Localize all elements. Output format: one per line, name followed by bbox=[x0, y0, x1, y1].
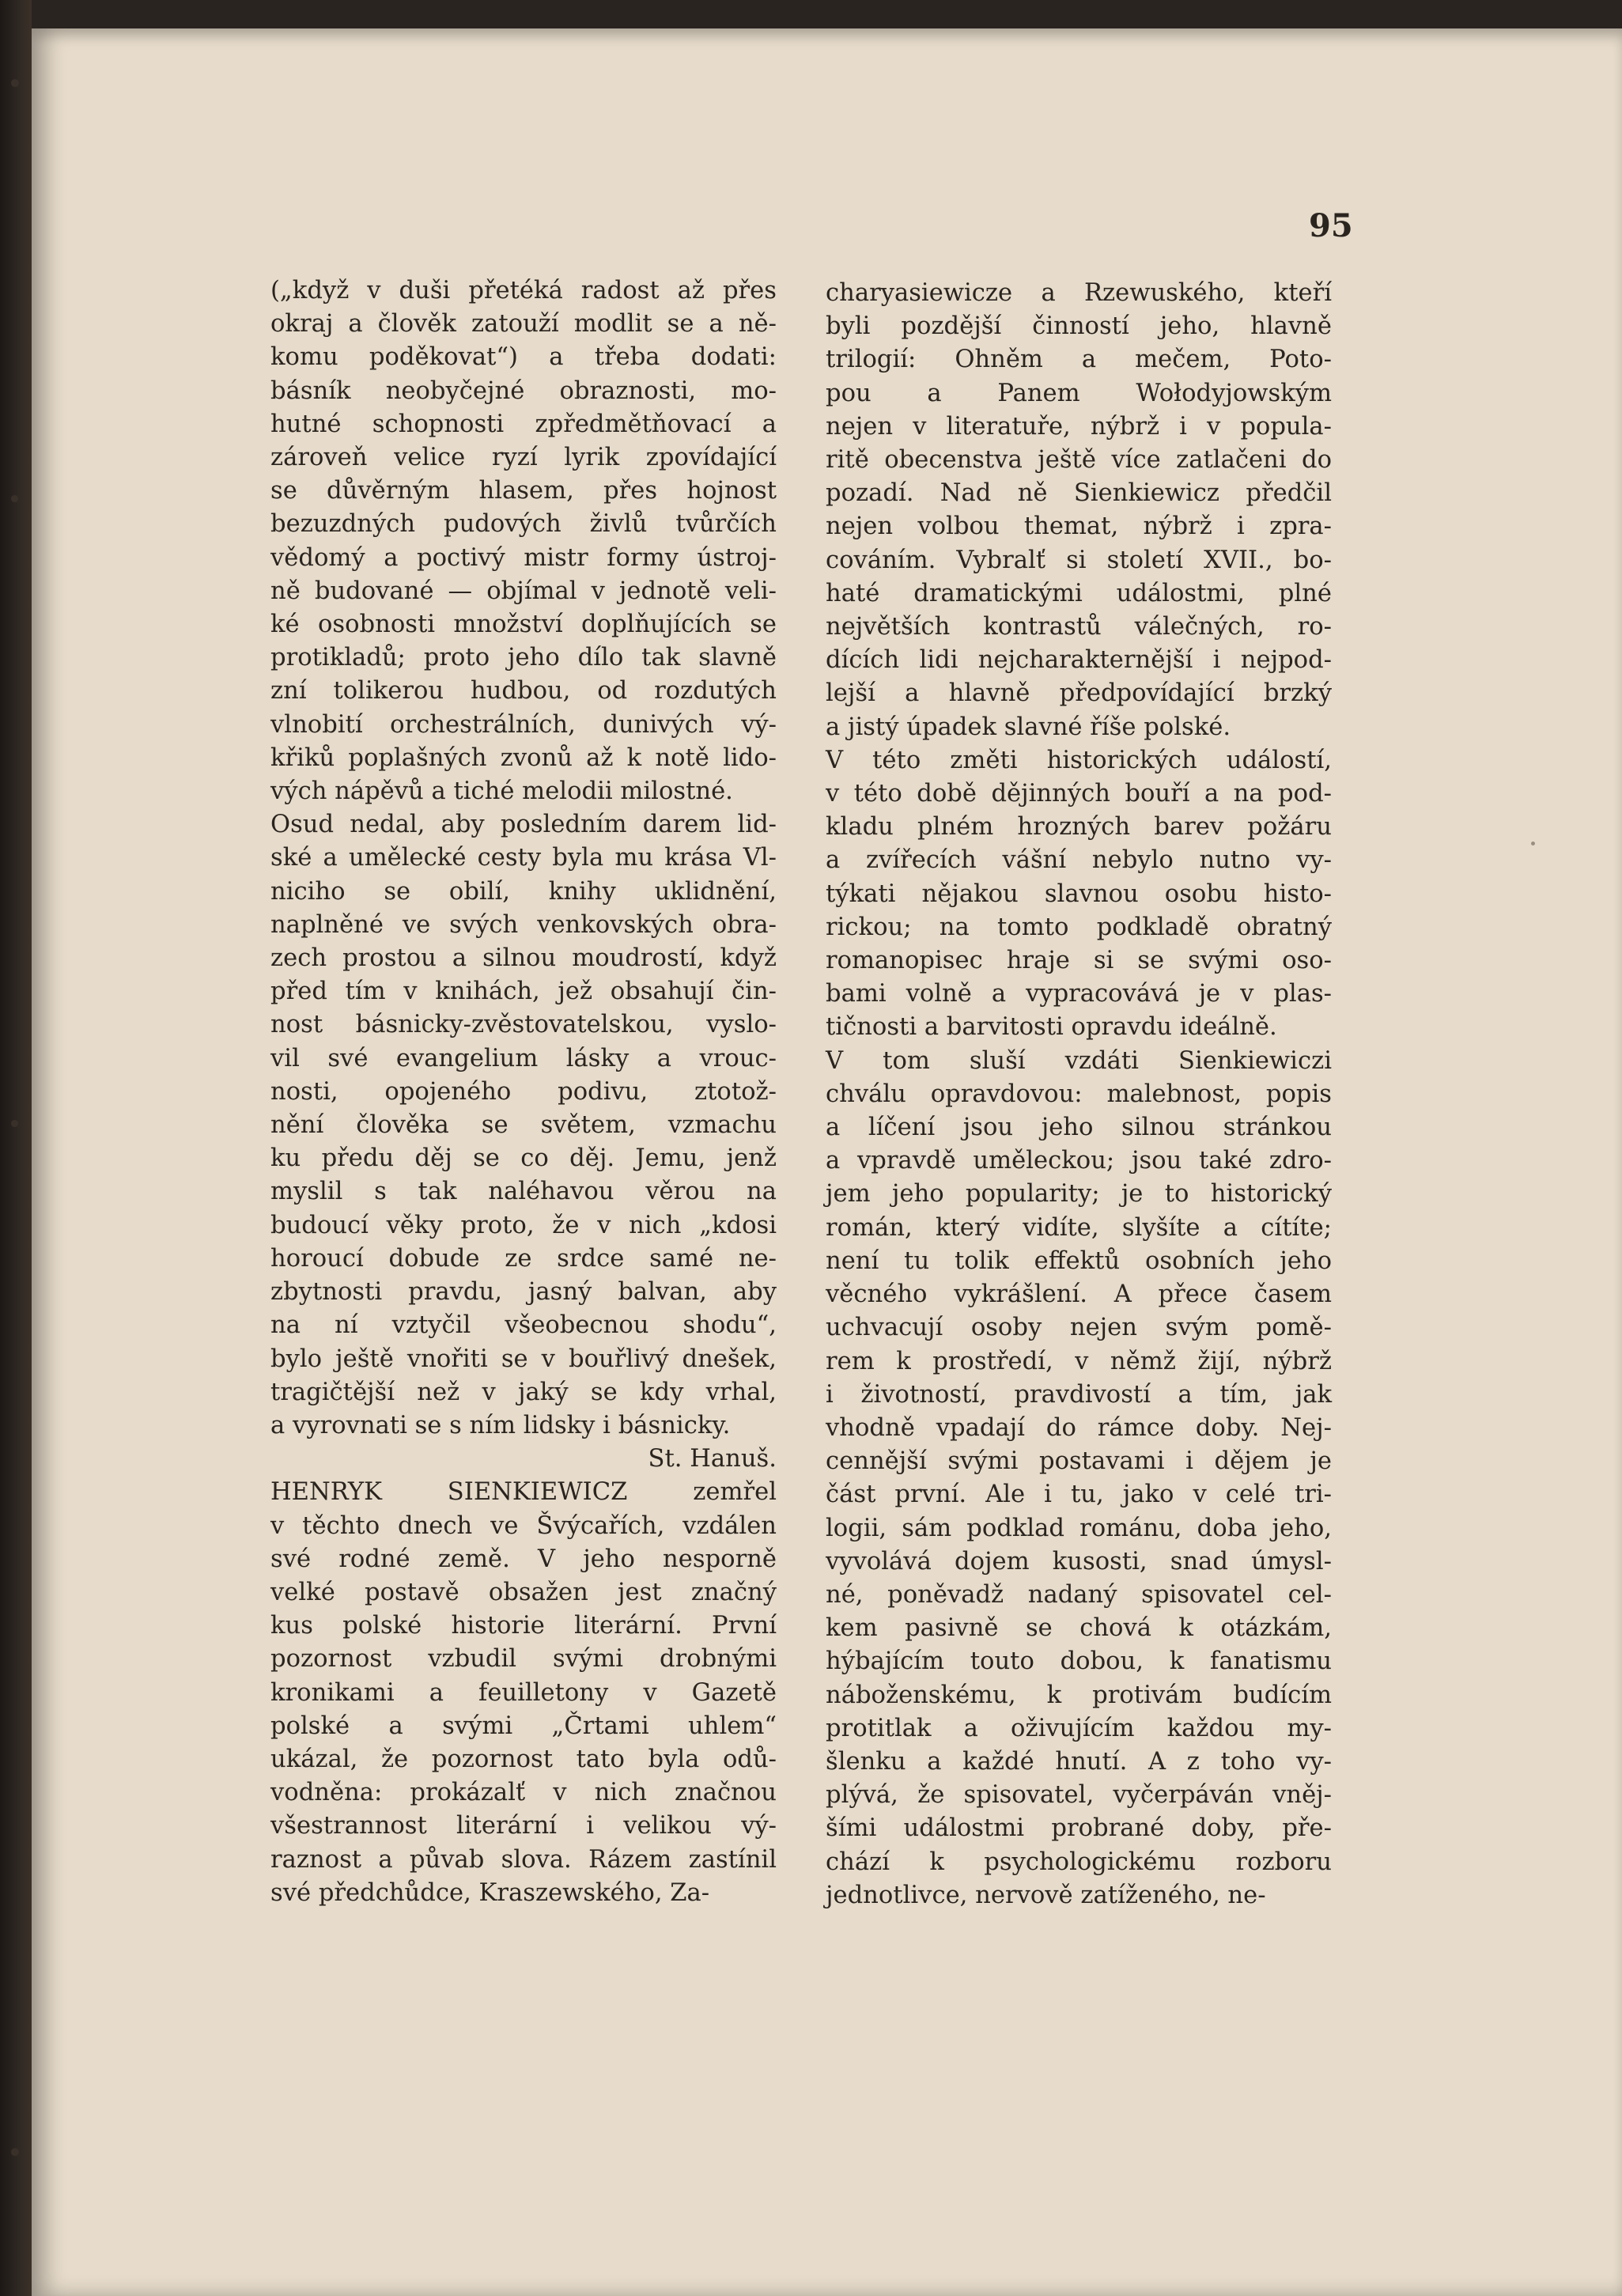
text-line: polské a svými „Črtami uhlem“ bbox=[270, 1712, 777, 1740]
text-line: chází k psychologickému rozboru bbox=[826, 1848, 1332, 1876]
text-line: nosti, opojeného podivu, ztotož- bbox=[270, 1077, 777, 1106]
page-number: 95 bbox=[1309, 207, 1353, 244]
text-line: vodněna: prokázalť v nich značnou bbox=[270, 1779, 777, 1807]
text-line: vých nápěvů a tiché melodii milostné. bbox=[270, 777, 733, 806]
text-line: není tu tolik effektů osobních jeho bbox=[826, 1246, 1332, 1275]
text-line: plývá, že spisovatel, vyčerpáván vněj- bbox=[826, 1781, 1332, 1810]
text-line: ku předu děj se co děj. Jemu, jenž bbox=[270, 1144, 777, 1173]
text-line: byli pozdější činností jeho, hlavně bbox=[826, 312, 1332, 341]
text-line: týkati nějakou slavnou osobu histo- bbox=[826, 879, 1332, 908]
text-line: bylo ještě vnořiti se v bouřlivý dnešek, bbox=[270, 1345, 777, 1373]
text-line: romanopisec hraje si se svými oso- bbox=[826, 947, 1332, 975]
text-line: věcného vykrášlení. A přece časem bbox=[826, 1280, 1332, 1309]
text-line: zech prostou a silnou moudrostí, když bbox=[270, 944, 777, 973]
text-line: jednotlivce, nervově zatíženého, ne- bbox=[826, 1881, 1266, 1909]
text-line: V této změti historických událostí, bbox=[826, 746, 1332, 774]
text-line: ně budované — objímal v jednotě veli- bbox=[270, 577, 777, 605]
text-line: jem jeho popularity; je to historický bbox=[826, 1180, 1332, 1209]
text-line: kladu plném hrozných barev požáru bbox=[826, 813, 1332, 842]
text-line: vyvolává dojem kusosti, snad úmysl- bbox=[826, 1547, 1332, 1575]
text-line: myslil s tak naléhavou věrou na bbox=[270, 1178, 777, 1206]
text-line: V tom sluší vzdáti Sienkiewiczi bbox=[826, 1046, 1332, 1075]
text-line: pozornost vzbudil svými drobnými bbox=[270, 1645, 777, 1674]
text-line: lejší a hlavně předpovídající brzký bbox=[826, 679, 1332, 708]
text-line: cováním. Vybralť si století XVII., bo- bbox=[826, 546, 1332, 574]
text-line: vhodně vpadají do rámce doby. Nej- bbox=[826, 1413, 1332, 1442]
text-line: rem k prostředí, v němž žijí, nýbrž bbox=[826, 1347, 1332, 1375]
section-heading-line: HENRYK SIENKIEWICZ zemřel bbox=[270, 1478, 777, 1507]
text-line: vlnobití orchestrálních, dunivých vý- bbox=[270, 710, 777, 739]
text-line: nejen v literatuře, nýbrž i v popula- bbox=[826, 412, 1332, 441]
text-line: né, poněvadž nadaný spisovatel cel- bbox=[826, 1580, 1332, 1609]
text-line: největších kontrastů válečných, ro- bbox=[826, 613, 1332, 641]
text-line: náboženskému, k protivám budícím bbox=[826, 1681, 1332, 1709]
text-line: a líčení jsou jeho silnou stránkou bbox=[826, 1114, 1332, 1142]
text-line: pozadí. Nad ně Sienkiewicz předčil bbox=[826, 479, 1332, 508]
signature: St. Hanuš. bbox=[648, 1445, 777, 1473]
margin-speck bbox=[11, 2148, 19, 2156]
left-column bbox=[270, 274, 777, 1910]
text-line: nost básnicky-zvěstovatelskou, vyslo- bbox=[270, 1011, 777, 1039]
text-line: v této době dějinných bouří a na pod- bbox=[826, 780, 1332, 808]
text-line: ritě obecenstva ještě více zatlačeni do bbox=[826, 446, 1332, 475]
text-line: zní tolikerou hudbou, od rozdutých bbox=[270, 677, 777, 705]
text-line: trilogií: Ohněm a mečem, Poto- bbox=[826, 346, 1332, 374]
text-line: román, který vidíte, slyšíte a cítíte; bbox=[826, 1213, 1332, 1242]
text-line: charyasiewicze a Rzewuského, kteří bbox=[826, 279, 1332, 307]
text-line: před tím v knihách, jež obsahují čin- bbox=[270, 978, 777, 1006]
text-line: raznost a půvab slova. Rázem zastínil bbox=[270, 1845, 777, 1874]
text-line: tičnosti a barvitosti opravdu ideálně. bbox=[826, 1013, 1277, 1042]
text-line: své předchůdce, Kraszewského, Za- bbox=[270, 1878, 710, 1907]
text-line: zároveň velice ryzí lyrik zpovídající bbox=[270, 444, 777, 472]
text-line: budoucí věky proto, že v nich „kdosi bbox=[270, 1211, 777, 1239]
text-line: uchvacují osoby nejen svým pomě- bbox=[826, 1314, 1332, 1342]
text-line: křiků poplašných zvonů až k notě lido- bbox=[270, 743, 777, 772]
text-line: se důvěrným hlasem, přes hojnost bbox=[270, 477, 777, 505]
text-line: na ní vztyčil všeobecnou shodu“, bbox=[270, 1311, 777, 1340]
text-line: ské a umělecké cesty byla mu krása Vl- bbox=[270, 844, 777, 872]
text-line: naplněné ve svých venkovských obra- bbox=[270, 910, 777, 939]
text-line: vědomý a poctivý mistr formy ústroj- bbox=[270, 543, 777, 572]
text-line: v těchto dnech ve Švýcařích, vzdálen bbox=[270, 1511, 777, 1540]
text-line: cennější svými postavami i dějem je bbox=[826, 1447, 1332, 1476]
text-line: a jistý úpadek slavné říše polské. bbox=[826, 713, 1231, 741]
margin-speck bbox=[11, 495, 18, 502]
book-spine-edge bbox=[0, 0, 32, 2296]
text-line: šlenku a každé hnutí. A z toho vy- bbox=[826, 1747, 1332, 1776]
margin-speck bbox=[11, 79, 19, 87]
text-line: zbytnosti pravdu, jasný balvan, aby bbox=[270, 1278, 777, 1307]
text-line: („když v duši přetéká radost až přes bbox=[270, 277, 777, 304]
text-line: hutné schopnosti zpředmětňovací a bbox=[270, 410, 777, 438]
text-line: i životností, pravdivostí a tím, jak bbox=[826, 1380, 1332, 1409]
text-line: bezuzdných pudových živlů tvůrčích bbox=[270, 510, 777, 539]
text-line: a vyrovnati se s ním lidsky i básnicky. bbox=[270, 1411, 731, 1439]
text-line: tragičtější než v jaký se kdy vrhal, bbox=[270, 1378, 777, 1406]
text-line: protitlak a oživujícím každou my- bbox=[826, 1714, 1332, 1742]
text-line: kus polské historie literární. První bbox=[270, 1612, 777, 1640]
text-line: všestrannost literární i velikou vý- bbox=[270, 1812, 777, 1840]
text-line: nejen volbou themat, nýbrž i zpra- bbox=[826, 513, 1332, 541]
text-line: pou a Panem Wołodyjowským bbox=[826, 379, 1332, 407]
text-line: hýbajícím touto dobou, k fanatismu bbox=[826, 1647, 1332, 1676]
text-line: chválu opravdovou: malebnost, popis bbox=[826, 1080, 1332, 1108]
text-line: komu poděkovat“) a třeba dodati: bbox=[270, 343, 777, 372]
text-line: horoucí dobude ze srdce samé ne- bbox=[270, 1244, 777, 1273]
text-line: logii, sám podklad románu, doba jeho, bbox=[826, 1514, 1332, 1542]
text-line: protikladů; proto jeho dílo tak slavně bbox=[270, 644, 777, 672]
text-line: své rodné země. V jeho nesporně bbox=[270, 1545, 777, 1573]
text-line: šími událostmi probrané doby, pře- bbox=[826, 1814, 1332, 1843]
text-line: a zvířecích vášní nebylo nutno vy- bbox=[826, 846, 1332, 875]
text-line: ké osobnosti množství doplňujících se bbox=[270, 611, 777, 639]
margin-speck bbox=[11, 1120, 18, 1127]
text-line: vil své evangelium lásky a vrouc- bbox=[270, 1044, 777, 1072]
text-line: básník neobyčejné obraznosti, mo- bbox=[270, 376, 777, 405]
text-line: nění člověka se světem, vzmachu bbox=[270, 1111, 777, 1140]
text-line: ukázal, že pozornost tato byla odů- bbox=[270, 1745, 777, 1773]
text-line: Osud nedal, aby posledním darem lid- bbox=[270, 811, 777, 839]
text-line: dících lidi nejcharakternější i nejpod- bbox=[826, 646, 1332, 675]
text-line: okraj a člověk zatouží modlit se a ně- bbox=[270, 310, 777, 339]
paper-speck bbox=[1531, 842, 1535, 845]
right-column bbox=[826, 277, 1332, 1912]
text-line: část první. Ale i tu, jako v celé tri- bbox=[826, 1481, 1332, 1509]
text-line: niciho se obilí, knihy uklidnění, bbox=[270, 877, 777, 906]
text-line: bami volně a vypracovává je v plas- bbox=[826, 980, 1332, 1008]
text-line: kem pasivně se chová k otázkám, bbox=[826, 1614, 1332, 1643]
text-line: rickou; na tomto podkladě obratný bbox=[826, 913, 1332, 941]
text-line: haté dramatickými událostmi, plné bbox=[826, 579, 1332, 607]
text-line: velké postavě obsažen jest značný bbox=[270, 1578, 777, 1606]
text-line: kronikami a feuilletony v Gazetě bbox=[270, 1678, 777, 1707]
text-line: a vpravdě uměleckou; jsou také zdro- bbox=[826, 1147, 1332, 1175]
